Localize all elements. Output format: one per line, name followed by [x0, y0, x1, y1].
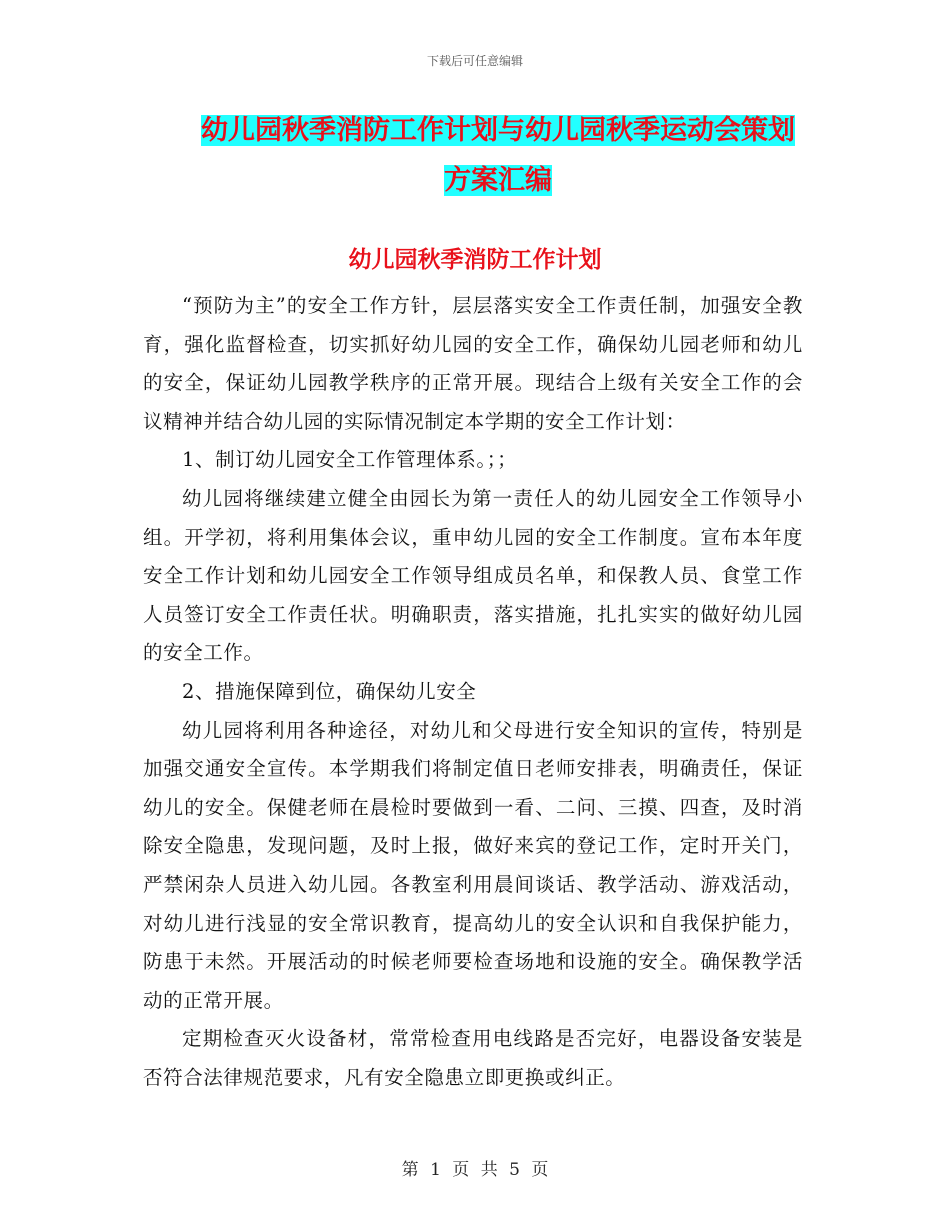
paragraph: 2、措施保障到位，确保幼儿安全: [182, 679, 477, 703]
document-body: [143, 287, 803, 1097]
document-title: [192, 106, 804, 206]
paragraph: 幼儿园将继续建立健全由园长为第一责任人的幼儿园安全工作领导小组。开学初，将利用集体会议，重申幼儿园的安全工作制度。宣布本年度安全工作计划和幼儿园安全工作领导组成员名单，和保教人员、食堂工作人员签订安全工作责任状。明确职责，落实措施，扎扎实实的做好幼儿园的安全工作。: [143, 486, 803, 665]
page-number: 第 1 页 共 5 页: [401, 1160, 549, 1180]
document-title-text: 幼儿园秋季消防工作计划与幼儿园秋季运动会策划方案汇编: [201, 115, 795, 196]
header-note: 下载后可任意编辑: [426, 54, 523, 68]
paragraph: “预防为主”的安全工作方针，层层落实安全工作责任制，加强安全教育，强化监督检查，切实抓好幼儿园的安全工作，确保幼儿园老师和幼儿的安全，保证幼儿园教学秩序的正常开展。现结合上级有关安全工作的会议精神并结合幼儿园的实际情况制定本学期的安全工作计划：: [143, 294, 803, 433]
paragraph: 1、制订幼儿园安全工作管理体系。；；: [182, 448, 518, 472]
paragraph: 定期检查灭火设备材，常常检查用电线路是否完好，电器设备安装是否符合法律规范要求，凡有安全隐患立即更换或纠正。: [143, 1027, 803, 1089]
paragraph: 幼儿园将利用各种途径，对幼儿和父母进行安全知识的宣传，特别是加强交通安全宣传。本学期我们将制定值日老师安排表，明确责任，保证幼儿的安全。保健老师在晨检时要做到一看、二问、三摸、四查，及时消除安全隐患，发现问题，及时上报，做好来宾的登记工作，定时开关门，严禁闲杂人员进入幼儿园。各教室利用晨间谈话、教学活动、游戏活动，对幼儿进行浅显的安全常识教育，提高幼儿的安全认识和自我保护能力，防患于未然。开展活动的时候老师要检查场地和设施的安全。确保教学活动的正常开展。: [143, 718, 803, 1012]
section-title: 幼儿园秋季消防工作计划: [348, 247, 602, 273]
